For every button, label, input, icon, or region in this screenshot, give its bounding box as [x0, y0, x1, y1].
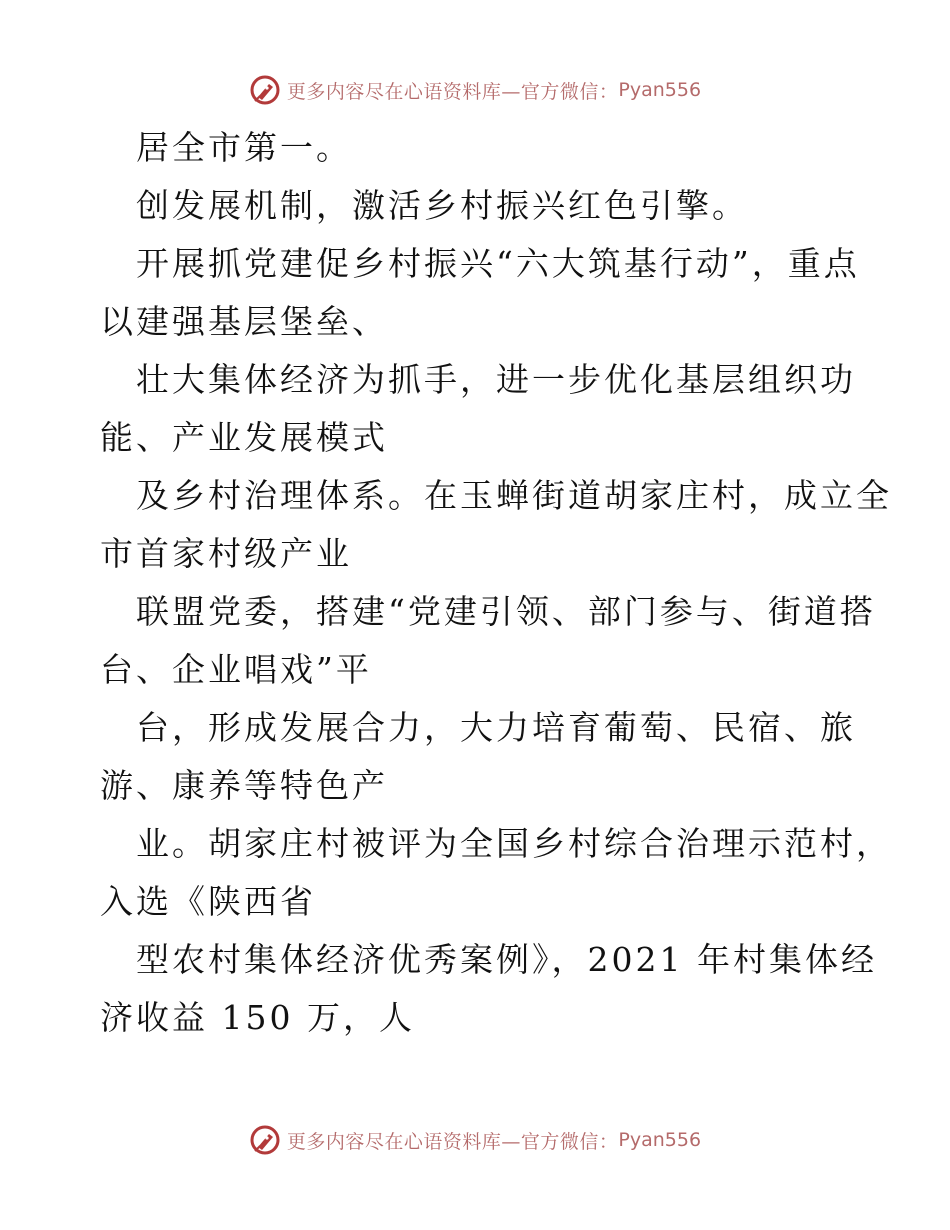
paragraph-line: 入选《陕西省	[100, 882, 316, 921]
watermark-wechat-id: Pyan556	[618, 1129, 702, 1151]
pen-nib-logo-icon	[249, 74, 281, 106]
paragraph-line: 以建强基层堡垒、	[100, 302, 388, 341]
paragraph-line: 创发展机制，激活乡村振兴红色引擎。	[136, 186, 748, 225]
watermark-text: 更多内容尽在心语资料库—官方微信：	[286, 1130, 619, 1153]
paragraph-line: 能、产业发展模式	[100, 418, 388, 457]
paragraph-line: 业。胡家庄村被评为全国乡村综合治理示范村，	[136, 824, 892, 863]
header-watermark	[0, 70, 950, 110]
paragraph-line: 市首家村级产业	[100, 534, 352, 573]
paragraph-line: 游、康养等特色产	[100, 766, 388, 805]
paragraph-line: 壮大集体经济为抓手，进一步优化基层组织功	[136, 360, 856, 399]
footer-watermark	[0, 1120, 950, 1160]
paragraph-line: 居全市第一。	[136, 128, 352, 167]
watermark-wechat-id: Pyan556	[618, 79, 702, 101]
paragraph-line: 联盟党委，搭建“党建引领、部门参与、街道搭	[136, 592, 876, 631]
paragraph-line: 台、企业唱戏”平	[100, 650, 372, 689]
document-body	[100, 119, 892, 1047]
paragraph-line: 开展抓党建促乡村振兴“六大筑基行动”，重点	[136, 244, 860, 283]
paragraph-line: 型农村集体经济优秀案例》，2021 年村集体经	[136, 940, 877, 979]
watermark-text: 更多内容尽在心语资料库—官方微信：	[286, 80, 619, 103]
pen-nib-logo-icon	[249, 1124, 281, 1156]
paragraph-line: 济收益 150 万，人	[100, 998, 415, 1037]
paragraph-line: 及乡村治理体系。在玉蝉街道胡家庄村，成立全	[136, 476, 892, 515]
paragraph-line: 台，形成发展合力，大力培育葡萄、民宿、旅	[136, 708, 856, 747]
